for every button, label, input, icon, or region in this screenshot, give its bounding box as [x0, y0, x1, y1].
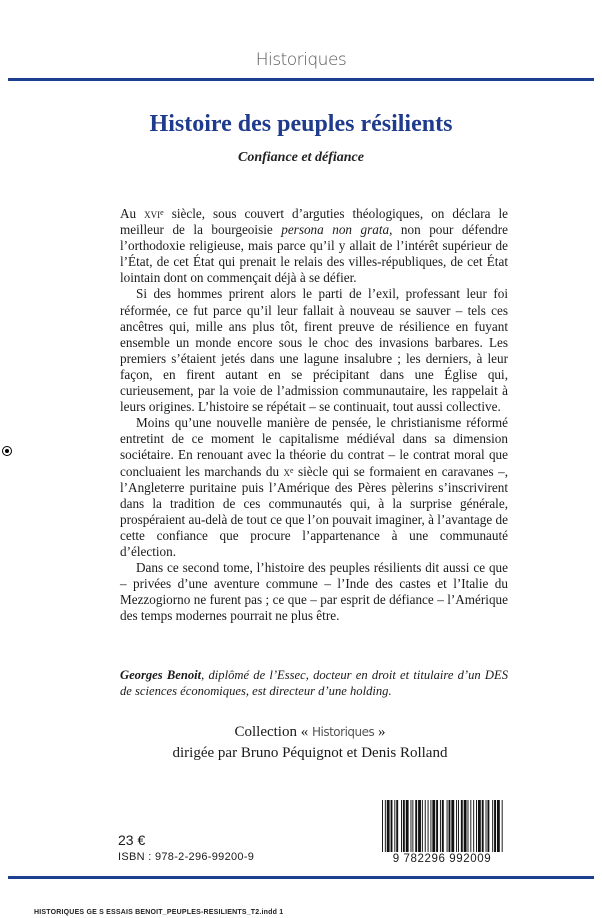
- barcode-bar: [486, 800, 487, 854]
- barcode-bar: [422, 800, 423, 854]
- barcode-bar: [403, 800, 405, 854]
- barcode-bar: [492, 800, 493, 854]
- author-name: Georges Benoit: [120, 668, 202, 682]
- latin-phrase: persona non grata: [281, 222, 390, 238]
- barcode-bar: [464, 800, 467, 854]
- barcode: [378, 800, 506, 870]
- barcode-bar: [447, 800, 448, 854]
- blurb-paragraph-3: Moins qu’une nouvelle manière de pensée, le christianisme réformé entretint de ce moment le capitalisme médiéval dans sa dimension sociétaire. En renouant avec la théorie du contrat – le contrat moral que concluaient les marchands du $x^e$ siècle qui se formaient en caravanes –, l’Angleterre puritaine puis l’Amérique des Pères pèlerins s’inscrivirent dans la tradition de ces communautés qui, à la surprise générale, prospéraient au-delà de tout ce que l’on pouvait imaginer, à l’avantage de cette confiance que procure l’appartenance à une communauté d’élection.: [120, 415, 508, 559]
- barcode-bar: [482, 800, 484, 854]
- blurb-paragraph-4: Dans ce second tome, l’histoire des peuples résilients dit aussi ce que – privées d’une aventure commune – l’Inde des castes et l’Italie du Mezzogiorno ne furent pas ; ce que – par esprit de défiance – l’Amérique des temps modernes pourrait ne plus être.: [120, 560, 508, 624]
- barcode-bar: [461, 800, 463, 854]
- barcode-bar: [478, 800, 481, 854]
- print-slug: HISTORIQUES GE S ESSAIS BENOIT_PEUPLES-RESILIENTS_T2.indd 1: [34, 909, 284, 916]
- collection-line: Collection « Historiques »: [234, 724, 386, 740]
- barcode-bar: [456, 800, 457, 854]
- barcode-bar: [412, 800, 413, 854]
- barcode-bar: [432, 800, 435, 854]
- barcode-bar: [396, 800, 398, 854]
- registration-mark-icon: [2, 446, 12, 456]
- barcode-bar: [394, 800, 395, 854]
- top-rule: [8, 78, 594, 81]
- barcode-bar: [494, 800, 496, 854]
- barcode-bar: [440, 800, 441, 854]
- barcode-bar: [470, 800, 471, 854]
- barcode-bar: [415, 800, 417, 854]
- blurb-paragraph-1: Au xvi$^e$ siècle, sous couvert d’arguties théologiques, on déclara le meilleur de la bourgeoisie persona non grata, non pour défendre l’orthodoxie religieuse, mais parce qu’il y allait de l’intérêt supérieur de l’État, de cet État qui prenait le relais des villes-républiques, de cet État lointain dont on commençait déjà à se défier.: [120, 206, 509, 286]
- collection-directors: dirigée par Bruno Péquignot et Denis Rolland: [172, 745, 448, 761]
- barcode-bar: [436, 800, 438, 854]
- book-subtitle: Confiance et défiance: [238, 150, 364, 165]
- collection-series-name: Historiques: [311, 725, 375, 739]
- barcode-bar: [387, 800, 390, 854]
- barcode-bar: [476, 800, 477, 854]
- barcode-bar: [451, 800, 454, 854]
- barcode-bar: [473, 800, 474, 854]
- barcode-bar: [391, 800, 393, 854]
- author-bio: Georges Benoit, diplômé de l’Essec, docteur en droit et titulaire d’un DES de sciences économiques, est directeur d’une holding.: [120, 668, 508, 698]
- barcode-bar: [425, 800, 426, 854]
- price: 23 €: [118, 832, 146, 848]
- barcode-bar: [401, 800, 402, 854]
- century-numeral: xvi: [144, 206, 161, 221]
- barcode-bar: [428, 800, 429, 854]
- barcode-bar: [449, 800, 451, 854]
- barcode-bar: [458, 800, 459, 854]
- barcode-bar: [487, 800, 489, 854]
- barcode-bar: [430, 800, 431, 854]
- barcode-bar: [406, 800, 409, 854]
- barcode-bar: [418, 800, 421, 854]
- blurb-text: [120, 206, 508, 624]
- bottom-rule: [8, 876, 594, 879]
- isbn: ISBN : 978-2-296-99200-9: [118, 851, 255, 863]
- collection-info: [0, 722, 602, 764]
- barcode-bar: [468, 800, 469, 854]
- book-title: Histoire des peuples résilients: [149, 111, 453, 137]
- barcode-digits: 9 782296 992009: [378, 852, 506, 866]
- series-name-header: Historiques: [255, 50, 347, 70]
- barcode-bar: [411, 800, 412, 854]
- blurb-paragraph-2: Si des hommes prirent alors le parti de l’exil, professant leur foi réformée, ce fut parce qu’il leur fallait à nouveau se sauver – tels ces ancêtres qui, mille ans plus tôt, firent preuve de résilience en fuyant ensemble un monde encore sous le choc des invasions barbares. Les premiers s’étaient jetés dans une lagune insalubre ; les derniers, à leur façon, en firent autant en se précipitant dans une Église qui, curieusement, par la voie de l’admission communautaire, les rappelait à leurs origines. L’histoire se répétait – se continuait, tout aussi collective.: [120, 286, 508, 415]
- barcode-bar: [497, 800, 500, 854]
